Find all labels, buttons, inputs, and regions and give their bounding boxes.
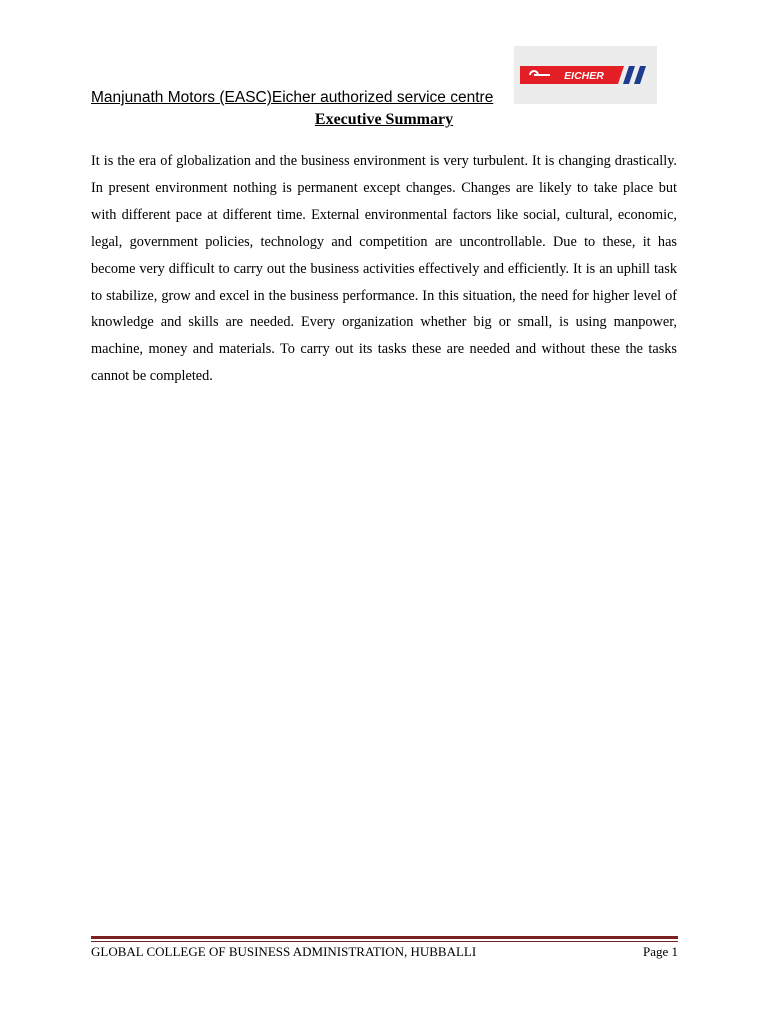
eicher-logo-text: EICHER xyxy=(564,70,604,82)
page-title: Executive Summary xyxy=(314,111,454,128)
header-title: Manjunath Motors (EASC)Eicher authorized service centre xyxy=(91,89,494,106)
eicher-logo-mark xyxy=(520,66,652,84)
footer-page-number: Page 1 xyxy=(642,944,678,959)
summary-paragraph: It is the era of globalization and the business environment is very turbulent. It is changing drastically. In present environment nothing is permanent except changes. Changes are likely to take place but with different pace at different time. External environmental factors like social, cultural, economic, legal, government policies, technology and competition are uncontrollable. Due to these, it has become very difficult to carry out the business activities effectively and efficiently. It is an uphill task to stabilize, grow and excel in the business performance. In this situation, the need for higher level of knowledge and skills are needed. Every organization whether big or small, is using manpower, machine, money and materials. To carry out its tasks these are needed and without these the tasks cannot be completed. xyxy=(91,153,677,385)
eicher-logo xyxy=(514,46,657,104)
footer-divider xyxy=(91,936,678,942)
footer-college-name: GLOBAL COLLEGE OF BUSINESS ADMINISTRATION, HUBBALLI xyxy=(91,944,477,959)
